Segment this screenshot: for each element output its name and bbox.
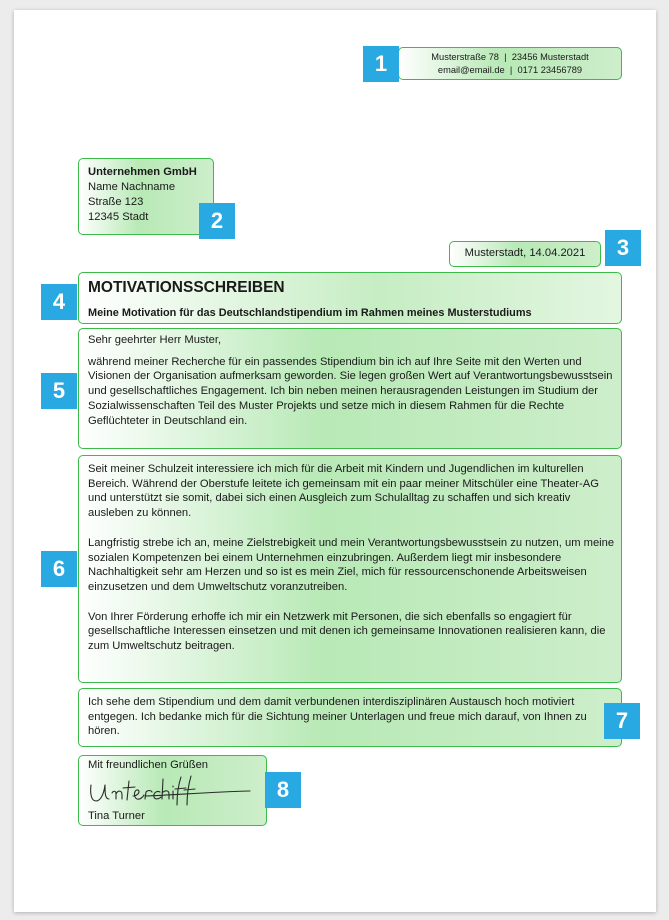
body-paragraph-2: Langfristig strebe ich an, meine Zielstrebigkeit und mein Verantwortungsbewusstsein zu nutzen, um meine sozialen Kompetenzen bei einem Unternehmen einzubringen. Außerdem liegt mir insbesondere Nachhaltigkeit sehr am Herzen und so ist es mein Ziel, mich für ressourcenschonende Arbeitsweisen einzusetzen und dem Umweltschutz voranzutreiben. <box>88 536 615 593</box>
badge-5: 5 <box>41 373 77 409</box>
badge-2: 2 <box>199 203 235 239</box>
signature-image <box>85 771 255 809</box>
signer-name: Tina Turner <box>88 810 145 822</box>
greeting: Mit freundlichen Grüßen <box>88 759 209 771</box>
recipient-street: Straße 123 <box>88 196 144 208</box>
recipient-city: 12345 Stadt <box>88 211 149 223</box>
badge-7: 7 <box>604 703 640 739</box>
heading-block <box>78 272 622 324</box>
closing-paragraph: Ich sehe dem Stipendium und dem damit verbundenen interdisziplinären Austausch hoch motiviert entgegen. Ich bedanke mich für die Sichtung meiner Unterlagen und freue mich darauf, von Ihnen zu hören. <box>88 696 587 738</box>
body-paragraph-3: Von Ihrer Förderung erhoffe ich mir ein Netzwerk mit Personen, die sich ebenfalls so engagiert für gesellschaftliche Interessen einsetzen und mit denen ich gemeinsame Innovationen realisieren kann, die zum Umweltschutz beitragen. <box>88 610 606 653</box>
closing-block <box>78 688 622 747</box>
sender-address: Musterstraße 78 | 23456 Musterstadt <box>431 52 589 62</box>
date-block <box>449 241 601 267</box>
badge-1: 1 <box>363 46 399 82</box>
letter-title: MOTIVATIONSSCHREIBEN <box>88 279 285 296</box>
recipient-company: Unternehmen GmbH <box>88 166 197 178</box>
intro-paragraph: während meiner Recherche für ein passendes Stipendium bin ich auf Ihre Seite mit den Werten und Visionen der Organisation aufmerksam geworden. Sie legen großen Wert auf Verantwortungsbewusstsein und gesellschaftliches Engagement. Ich bin neben meinen herausragenden Leistungen im Studium der Sozialwissenschaften Teil des Muster Projekts und setze mich in diesem Rahmen für die Rechte Geflüchteter in Deutschland ein. <box>88 355 613 427</box>
recipient-name: Name Nachname <box>88 181 176 193</box>
sender-contact: email@email.de | 0171 23456789 <box>437 64 583 75</box>
sender-block <box>398 47 622 80</box>
salutation: Sehr geehrter Herr Muster, <box>88 334 222 346</box>
badge-8: 8 <box>265 772 301 808</box>
signature-block <box>78 755 267 826</box>
letter-subtitle: Meine Motivation für das Deutschlandstipendium im Rahmen meines Musterstudiums <box>88 307 532 319</box>
signature-svg <box>85 771 255 809</box>
badge-4: 4 <box>41 284 77 320</box>
body-block <box>78 455 622 683</box>
badge-6: 6 <box>41 551 77 587</box>
badge-3: 3 <box>605 230 641 266</box>
intro-block <box>78 328 622 449</box>
recipient-block <box>78 158 214 235</box>
date-text: Musterstadt, 14.04.2021 <box>464 247 586 259</box>
body-paragraph-1: Seit meiner Schulzeit interessiere ich mich für die Arbeit mit Kindern und Jugendlichen im kulturellen Bereich. Während der Oberstufe leitete ich gemeinsam mit ein paar meiner Mitschüler eine Theater-AG und unterstützt sie somit, dabei sich einen Ausgleich zum Schulalltag zu schaffen und sich kreativ ausleben zu können. <box>88 463 599 520</box>
